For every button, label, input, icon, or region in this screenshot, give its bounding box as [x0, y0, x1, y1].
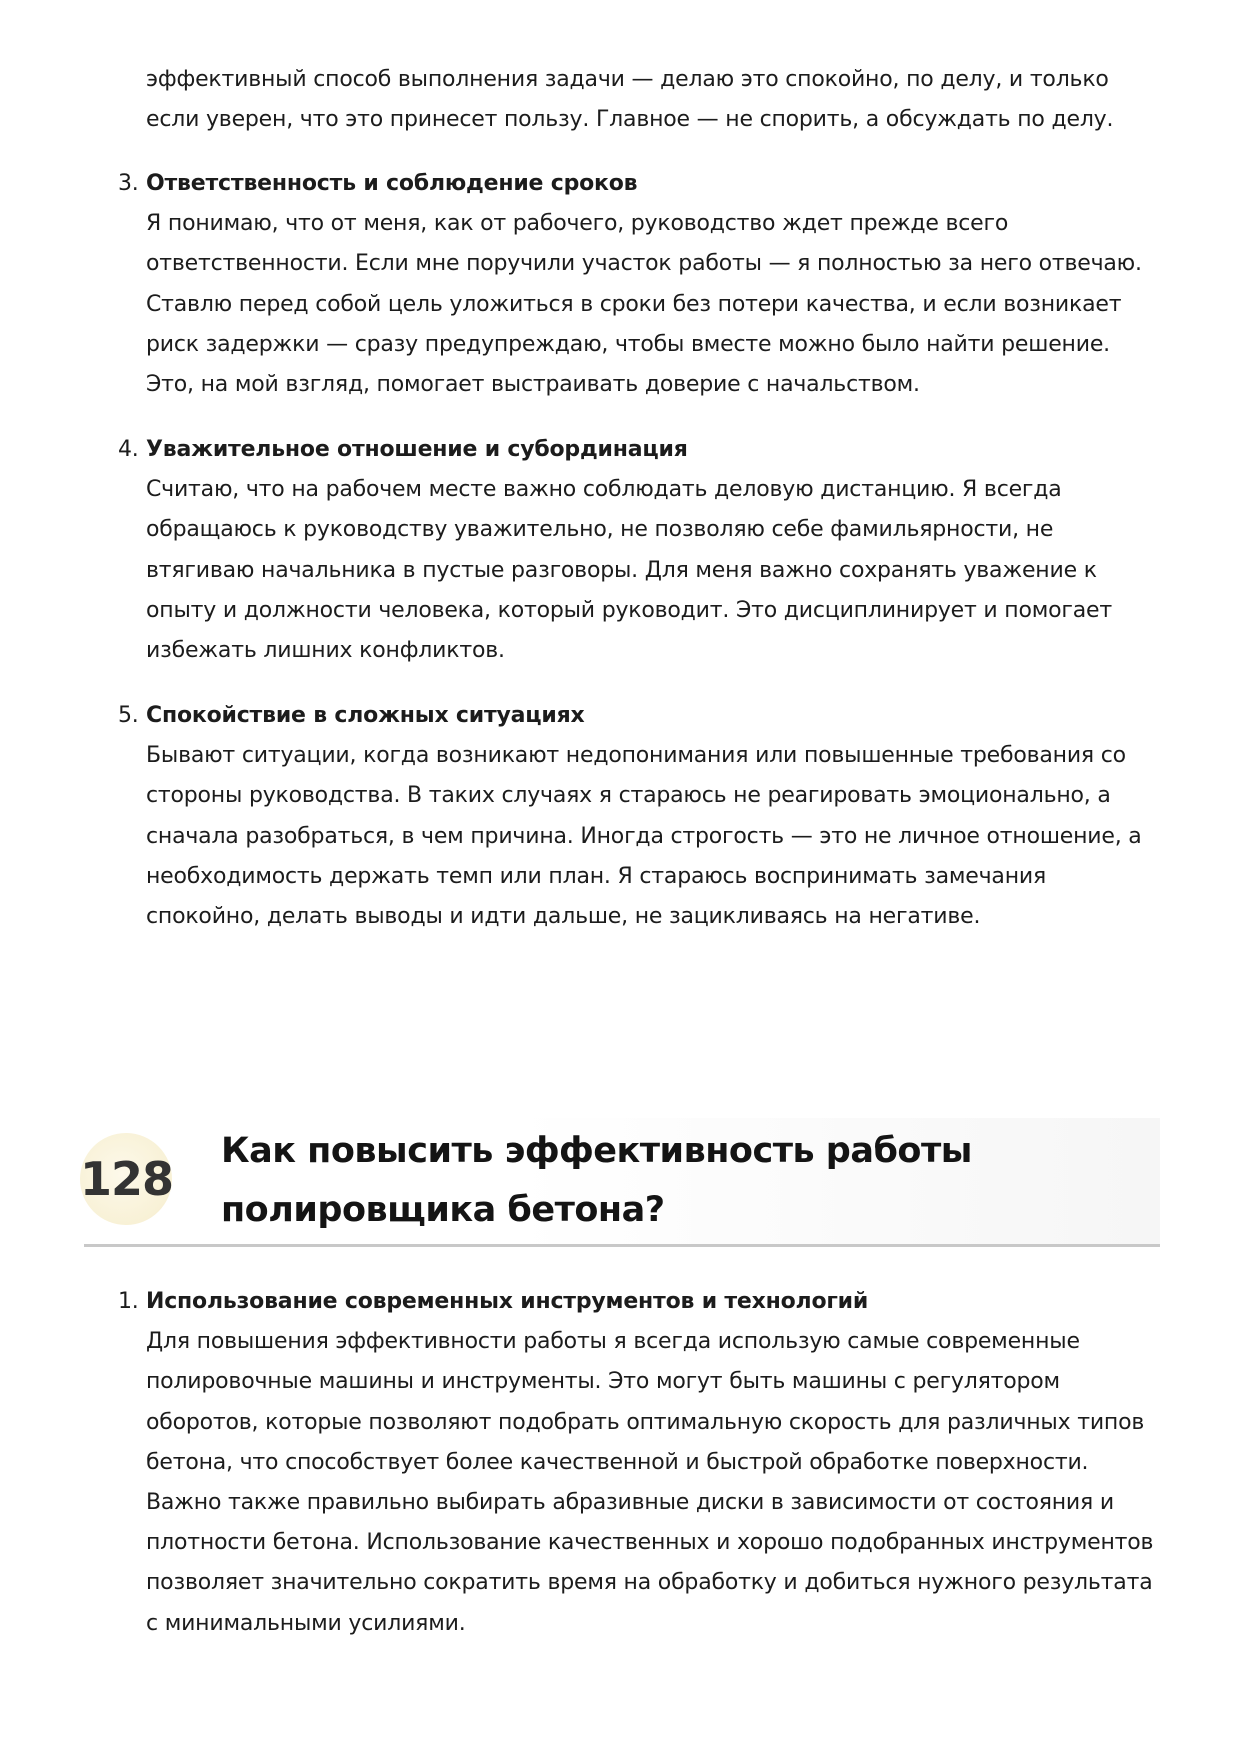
list-item	[118, 1282, 1158, 1644]
section-title	[221, 1118, 1121, 1240]
list-item-number: 1.	[118, 1289, 139, 1314]
section-number-badge: 128	[80, 1133, 172, 1225]
top-paragraph	[146, 60, 1156, 140]
list-item-body: Для повышения эффективности работы я всегда использую самые современные полировочные машины и инструменты. Это могут быть машины с регулятором оборотов, которые позволяют подобрать оптимальную скорость для различных типов бетона, что способствует более качественной и быстрой обработке поверхности. Важно также правильно выбирать абразивные диски в зависимости от состояния и плотности бетона. Использование качественных и хорошо подобранных инструментов позволяет значительно сократить время на обработку и добиться нужного результата с минимальными усилиями.	[146, 1329, 1154, 1636]
list-item-number: 5.	[118, 703, 139, 728]
list-item-heading: Уважительное отношение и субординация	[146, 437, 688, 462]
top-paragraph-line-1: эффективный способ выполнения задачи — делаю это спокойно, по делу, и только	[146, 67, 1109, 92]
top-paragraph-line-2: если уверен, что это принесет пользу. Главное — не спорить, а обсуждать по делу.	[146, 107, 1114, 133]
list-item-heading: Спокойствие в сложных ситуациях	[146, 703, 585, 728]
list-item-body: Я понимаю, что от меня, как от рабочего, руководство ждет прежде всего ответственности. Если мне поручили участок работы — я полностью за него отвечаю. Ставлю перед собой цель уложиться в сроки без потери качества, и если возникает риск задержки — сразу предупреждаю, чтобы вместе можно было найти решение. Это, на мой взгляд, помогает выстраивать доверие с начальством.	[146, 211, 1142, 398]
list-item	[118, 164, 1158, 405]
list-item	[118, 430, 1158, 671]
list-item-body: Бывают ситуации, когда возникают недопонимания или повышенные требования со стороны руководства. В таких случаях я стараюсь не реагировать эмоционально, а сначала разобраться, в чем причина. Иногда строгость — это не личное отношение, а необходимость держать темп или план. Я стараюсь воспринимать замечания спокойно, делать выводы и идти дальше, не зацикливаясь на негативе.	[146, 743, 1142, 930]
section-divider	[84, 1244, 1160, 1247]
section-title-line-1: Как повысить эффективность работы	[221, 1131, 972, 1171]
list-item-heading: Использование современных инструментов и технологий	[146, 1289, 869, 1314]
section-title-line-2: полировщика бетона?	[221, 1190, 665, 1230]
list-item-body: Считаю, что на рабочем месте важно соблюдать деловую дистанцию. Я всегда обращаюсь к руководству уважительно, не позволяю себе фамильярности, не втягиваю начальника в пустые разговоры. Для меня важно сохранять уважение к опыту и должности человека, который руководит. Это дисциплинирует и помогает избежать лишних конфликтов.	[146, 477, 1113, 664]
list-item-heading: Ответственность и соблюдение сроков	[146, 171, 638, 196]
list-item	[118, 696, 1158, 937]
section-header	[80, 1118, 1160, 1246]
list-item-number: 3.	[118, 171, 139, 196]
list-item-number: 4.	[118, 437, 139, 462]
